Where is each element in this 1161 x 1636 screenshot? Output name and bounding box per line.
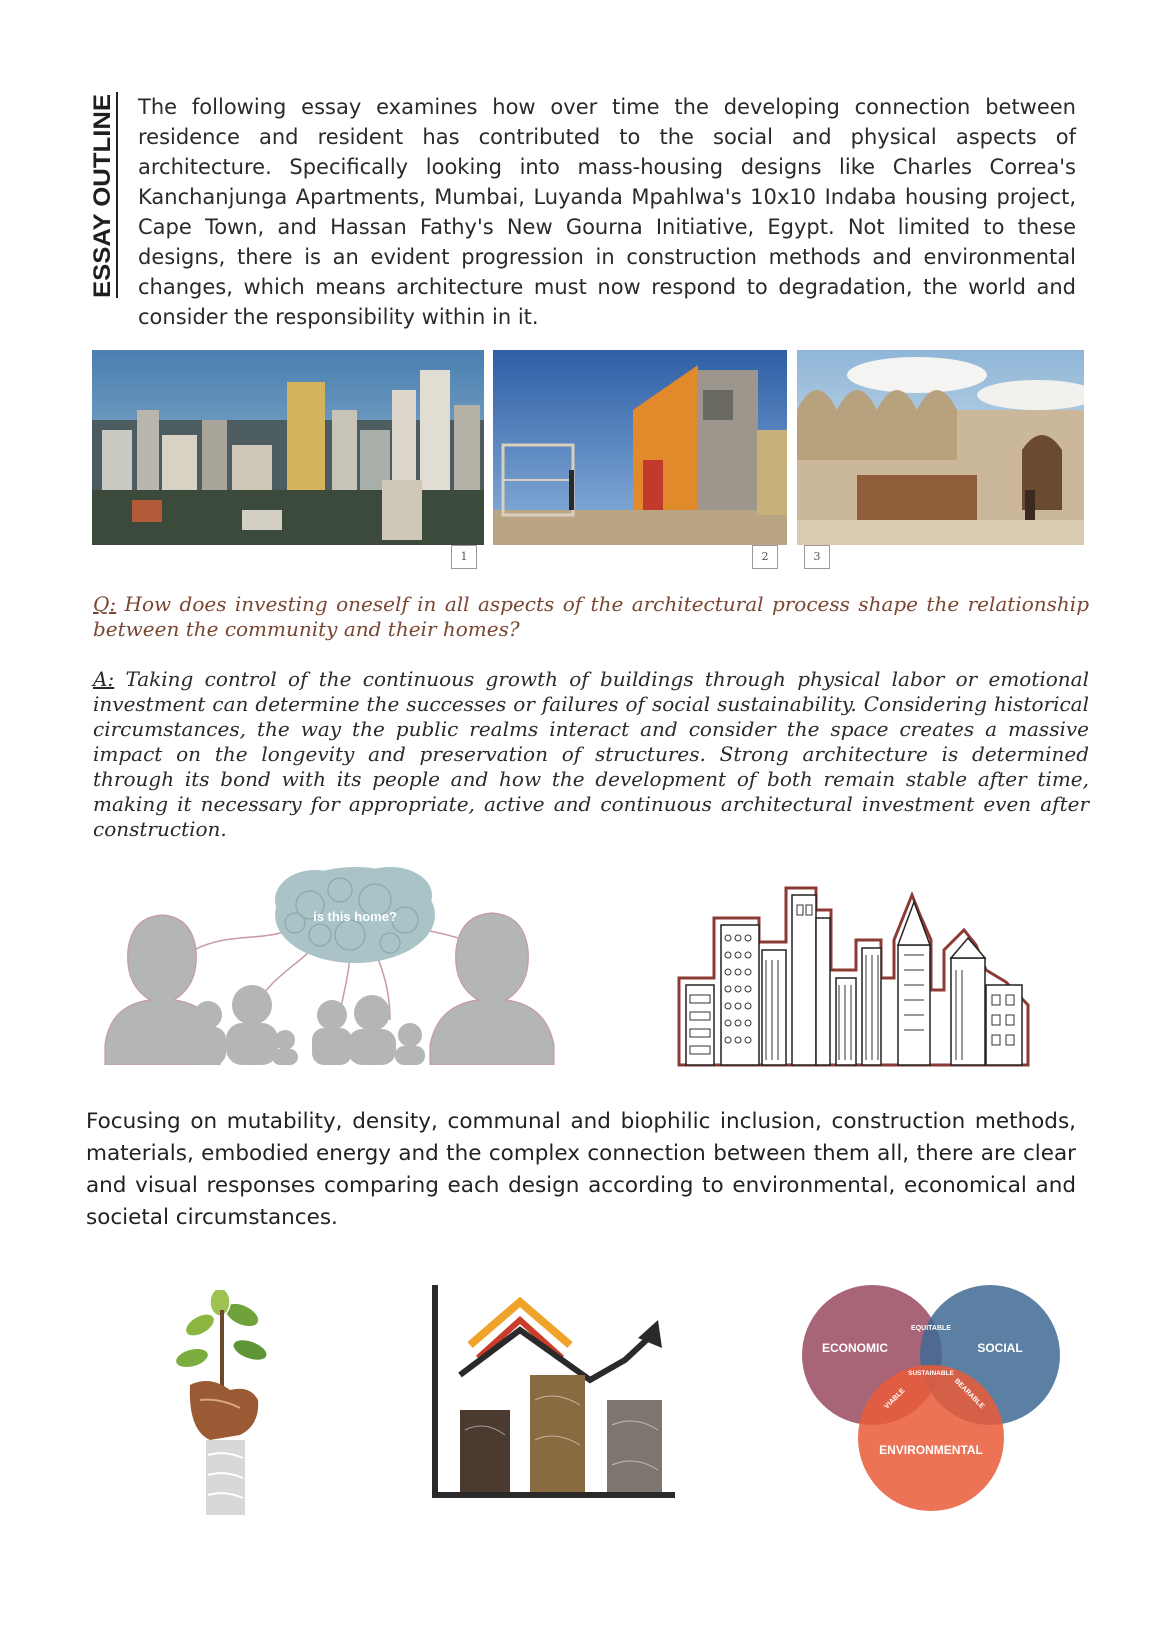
thought-bubble-text: is this home? (313, 909, 397, 924)
photo-new-gourna (797, 350, 1084, 545)
venn-label-sustainable: SUSTAINABLE (908, 1370, 954, 1377)
photo-indaba-housing (493, 350, 787, 545)
focus-paragraph: Focusing on mutability, density, communal and biophilic inclusion, construction methods, materials, embodied energy and the complex connection between them all, there are clear and visual responses comparing each design according to environmental, economical and societal circumstances. (86, 1109, 1076, 1230)
answer-tag: A: (93, 667, 115, 691)
answer-text: Taking control of the continuous growth of buildings through physical labor or emotional investment can determine the successes or failures of social sustainability. Considering historical circumstances, the way the public realms interact and consider the space creates a massive impact on the longevity and preservation of structures. Strong architecture is determined through its bond with its people and how the development of both remain stable after time, making it necessary for appropriate, active and continuous architectural investment even after construction. (93, 667, 1089, 841)
growth-chart-icon (430, 1280, 680, 1500)
photo-kanchanjunga (92, 350, 484, 545)
section-divider (116, 92, 118, 298)
venn-label-economic: ECONOMIC (822, 1341, 888, 1355)
answer-paragraph (93, 667, 1089, 842)
question-text: How does investing oneself in all aspects of the architectural process shape the relationship between the community and their homes? (93, 592, 1089, 641)
hand-plant-icon (170, 1290, 280, 1520)
venn-label-environmental: ENVIRONMENTAL (879, 1443, 983, 1457)
thought-bubble (275, 867, 435, 963)
skyline-illustration (676, 870, 1056, 1070)
section-label-text: ESSAY OUTLINE (89, 107, 116, 298)
section-label (84, 92, 118, 298)
photo-ref-3: 3 (804, 545, 830, 569)
sustainability-venn-diagram (800, 1275, 1065, 1515)
question-paragraph (93, 592, 1089, 642)
venn-label-viable: VIABLE (883, 1387, 907, 1411)
venn-label-bearable: BEARABLE (952, 1377, 986, 1411)
intro-paragraph: The following essay examines how over time the developing connection between residence and resident has contributed to the social and physical aspects of architecture. Specifically looking into mass-housing designs like Charles Correa's Kanchanjunga Apartments, Mumbai, Luyanda Mpahlwa's 10x10 Indaba housing project, Cape Town, and Hassan Fathy's New Gourna Initiative, Egypt. Not limited to these designs, there is an evident progression in construction methods and environmental changes, which means architecture must now respond to degradation, the world and consider the responsibility within in it. (138, 95, 1076, 329)
venn-label-social: SOCIAL (977, 1341, 1023, 1355)
venn-environmental-circle (858, 1365, 1004, 1511)
question-tag: Q: (93, 592, 117, 616)
venn-label-equitable: EQUITABLE (911, 1325, 951, 1332)
community-illustration (100, 865, 590, 1065)
photo-ref-2: 2 (752, 545, 778, 569)
photo-ref-1: 1 (451, 545, 477, 569)
